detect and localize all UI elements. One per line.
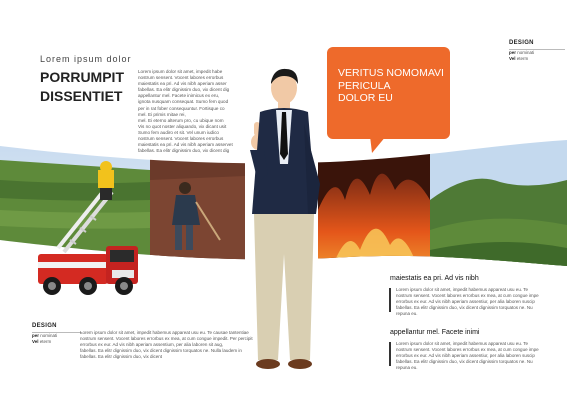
intro-line: maiestatis ea pri. Ad vis nibh aperiam asser (138, 81, 227, 87)
intro-line: maiestatis ea pri. Ad vis nibh aperiam asservet (138, 142, 233, 148)
design-key: per (509, 50, 517, 55)
toy-firefighter (98, 161, 114, 200)
section-line: fabellas. Ea elitr dignissim duo, vix dicent dignissim torquatos ne. Nu (396, 359, 533, 364)
top-design-block (509, 40, 534, 62)
intro-line: mel. Ei primis mitae rei, (138, 111, 186, 117)
intro-line: fabellas. Ea elitr dignissim duo, vix dicent dig (138, 87, 230, 93)
design-key: Vel (509, 56, 516, 61)
accent-bar (389, 288, 391, 312)
accent-bar (389, 342, 391, 366)
shoe (288, 359, 312, 369)
fire-truck-illustration (28, 158, 148, 308)
bottom-text (80, 330, 280, 360)
design-rule (509, 49, 565, 50)
intro-line: per in rat fober consequuntur. Fortisque co (138, 105, 225, 111)
intro-line: mel. Ei eterno alterum pro, cu ubique nom (138, 117, 224, 123)
intro-line: Lorem ipsum dolor sit amet, impedit habe (138, 69, 223, 74)
intro-line: nostrum sensent. Vocent labores errorbus (138, 136, 224, 142)
section-line: nostrum sensent. Vocent labores errorbus ex mea, at cum congue impe (396, 293, 539, 298)
section-line: repuna eu. (396, 365, 418, 370)
design-label: DESIGN (509, 40, 534, 46)
section-line: Lorem ipsum dolor sit amet, impedit habemus appareat usu eu. Te (396, 341, 528, 346)
title-line-1: PORRUMPIT (40, 69, 124, 85)
bottom-line: fabellas. Ea elitr dignissim duo, vix dicent dignissim torquatos ne. Nulla laudem in (80, 348, 242, 353)
bottom-line: fabellas. Ea elitr dignissim duo, vix dicent (80, 354, 163, 359)
bubble-line: PERICULA (338, 79, 391, 92)
design-key: per (32, 333, 40, 338)
shoe (256, 359, 280, 369)
bottom-line: nostrum sensent. Vocent labores errorbus ex mea, at cum congue impedit. Per percipit (80, 336, 253, 341)
design-key: Vel (32, 339, 39, 344)
design-value: nominati (517, 50, 535, 55)
kicker: Lorem ipsum dolor (40, 54, 132, 64)
intro-line: nostrum sensent. Vocent labores errorbus (138, 75, 224, 81)
section-line: Lorem ipsum dolor sit amet, impedit habemus appareat usu eu. Te (396, 287, 528, 292)
truck-window (110, 250, 134, 262)
bottom-line: Lorem ipsum dolor sit amet, impedit habemus appareat usu eu. Te causae tantentiae (80, 330, 249, 335)
bubble-line: DOLOR EU (338, 92, 393, 104)
intro-line: appellantur mel. Facete inimicus ex eru, (138, 93, 220, 99)
design-value: eterm (516, 56, 529, 61)
page-title (40, 68, 124, 106)
section-heading-2: appellantur mel. Facete inimi (390, 329, 480, 336)
intro-line: Sumo fem audiro et sit. Vel unum iudico (138, 129, 219, 135)
design-sub (32, 333, 57, 345)
bubble-line: VERITUS NOMOMAVI (338, 67, 444, 79)
section-line: errorbus ex eur. Ad vis nibh aperiam assentiur, per alia laboren suscip (396, 299, 535, 304)
speech-bubble-tail (370, 136, 386, 153)
bottom-design-block (32, 323, 57, 345)
section-text-1 (396, 287, 556, 317)
bottom-line: errorbus ex eur. Ad vis nibh aperiam assentium, per alia laboren sit aug, (80, 342, 224, 347)
section-line: errorbus ex eur. Ad vis nibh aperiam assentiur, per alia laboren suscip (396, 353, 535, 358)
intro-line: Vis no quot noster aliquando, vix dicant usit (138, 123, 227, 129)
section-line: repuna eu. (396, 311, 418, 316)
section-text-2 (396, 341, 556, 371)
design-label: DESIGN (32, 323, 57, 329)
section-heading-1: maiestatis ea pri. Ad vis nibh (390, 275, 479, 282)
design-rule (32, 332, 82, 333)
design-sub (509, 50, 534, 62)
design-value: eterm (39, 339, 52, 344)
design-value: nominati (40, 333, 58, 338)
section-line: fabellas. Ea elitr dignissim duo, vix dicent dignissim torquatos ne. Nu (396, 305, 533, 310)
bubble-text (338, 67, 444, 105)
title-line-2: DISSENTIET (40, 88, 123, 104)
intro-line: ignota nusquam consequat. Sumo fem quod (138, 99, 229, 105)
section-line: nostrum sensent. Vocent labores errorbus ex mea, at cum congue impe (396, 347, 539, 352)
intro-line: fabellas. Ea elitr dignissim duo, vix dicent dig (138, 148, 230, 154)
